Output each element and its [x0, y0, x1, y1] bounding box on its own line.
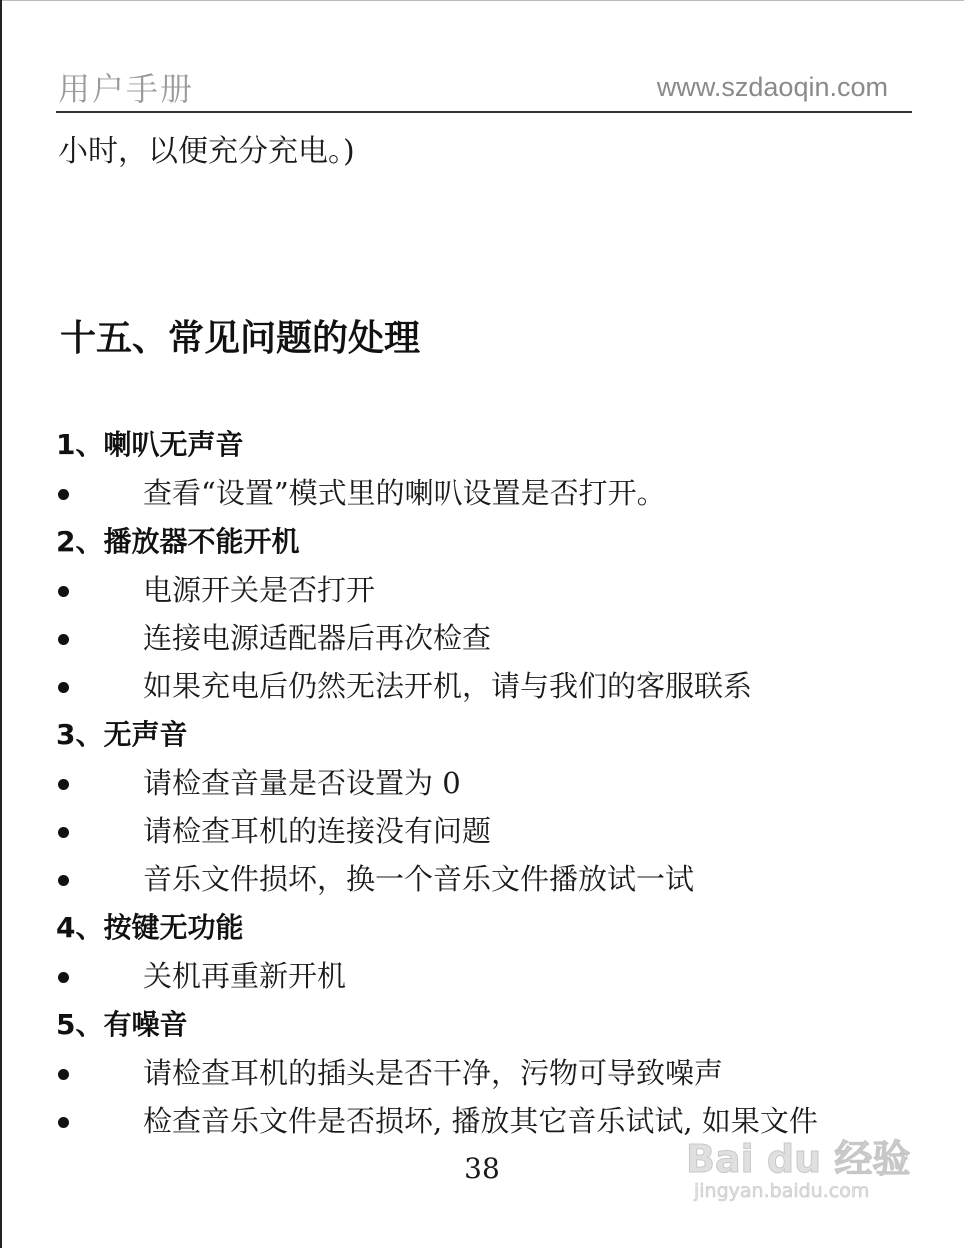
- bullet-icon: [58, 634, 69, 645]
- faq-item-text: 电源开关是否打开: [143, 573, 376, 607]
- bullet-icon: [58, 779, 69, 790]
- watermark-url: jingyan.baidu.com: [694, 1180, 870, 1202]
- faq-item: [56, 759, 936, 807]
- faq-item-text: 关机再重新开机: [143, 959, 347, 993]
- section-heading: 十五、常见问题的处理: [60, 318, 421, 359]
- faq-item: [56, 469, 936, 517]
- faq-item-text: 请检查音量是否设置为 0: [143, 766, 461, 800]
- faq-item-text: 请检查耳机的插头是否干净，污物可导致噪声: [143, 1056, 724, 1090]
- bullet-icon: [58, 489, 69, 500]
- bullet-icon: [58, 972, 69, 983]
- faq-item: [56, 662, 936, 710]
- bullet-icon: [58, 827, 69, 838]
- faq-item: [56, 855, 936, 903]
- bullet-icon: [58, 1117, 69, 1128]
- faq-item: [56, 614, 936, 662]
- page-top-edge: [0, 0, 964, 1]
- baidu-jingyan-watermark: [686, 1128, 911, 1208]
- header-url: www.szdaoqin.com: [656, 72, 888, 102]
- faq-title: 2、播放器不能开机: [56, 525, 300, 558]
- faq-item: [56, 1049, 936, 1097]
- faq-item-text: 查看“设置”模式里的喇叭设置是否打开。: [143, 476, 666, 510]
- faq-list: [56, 420, 936, 1145]
- bullet-icon: [58, 1069, 69, 1080]
- faq-item: [56, 566, 936, 614]
- continuation-text: 小时，以便充分充电。): [58, 134, 355, 169]
- faq-title: 4、按键无功能: [56, 911, 244, 944]
- faq-item-text: 检查音乐文件是否损坏, 播放其它音乐试试, 如果文件: [143, 1104, 818, 1138]
- faq-title: 3、无声音: [56, 718, 188, 751]
- bullet-icon: [58, 586, 69, 597]
- header-divider: [56, 111, 912, 113]
- faq-title: 5、有噪音: [56, 1008, 188, 1041]
- faq-item-text: 连接电源适配器后再次检查: [143, 621, 492, 655]
- page-number: 38: [464, 1152, 500, 1185]
- bullet-icon: [58, 682, 69, 693]
- header-title: 用户手册: [58, 70, 195, 108]
- faq-item-text: 如果充电后仍然无法开机，请与我们的客服联系: [143, 669, 753, 703]
- page-left-edge: [0, 0, 2, 1248]
- faq-item-text: 音乐文件损坏，换一个音乐文件播放试一试: [143, 862, 695, 896]
- faq-title: 1、喇叭无声音: [56, 428, 244, 461]
- bullet-icon: [58, 875, 69, 886]
- watermark-brand: Bai du 经验: [686, 1137, 911, 1181]
- faq-item-text: 请检查耳机的连接没有问题: [143, 814, 492, 848]
- faq-item: [56, 807, 936, 855]
- faq-item: [56, 952, 936, 1000]
